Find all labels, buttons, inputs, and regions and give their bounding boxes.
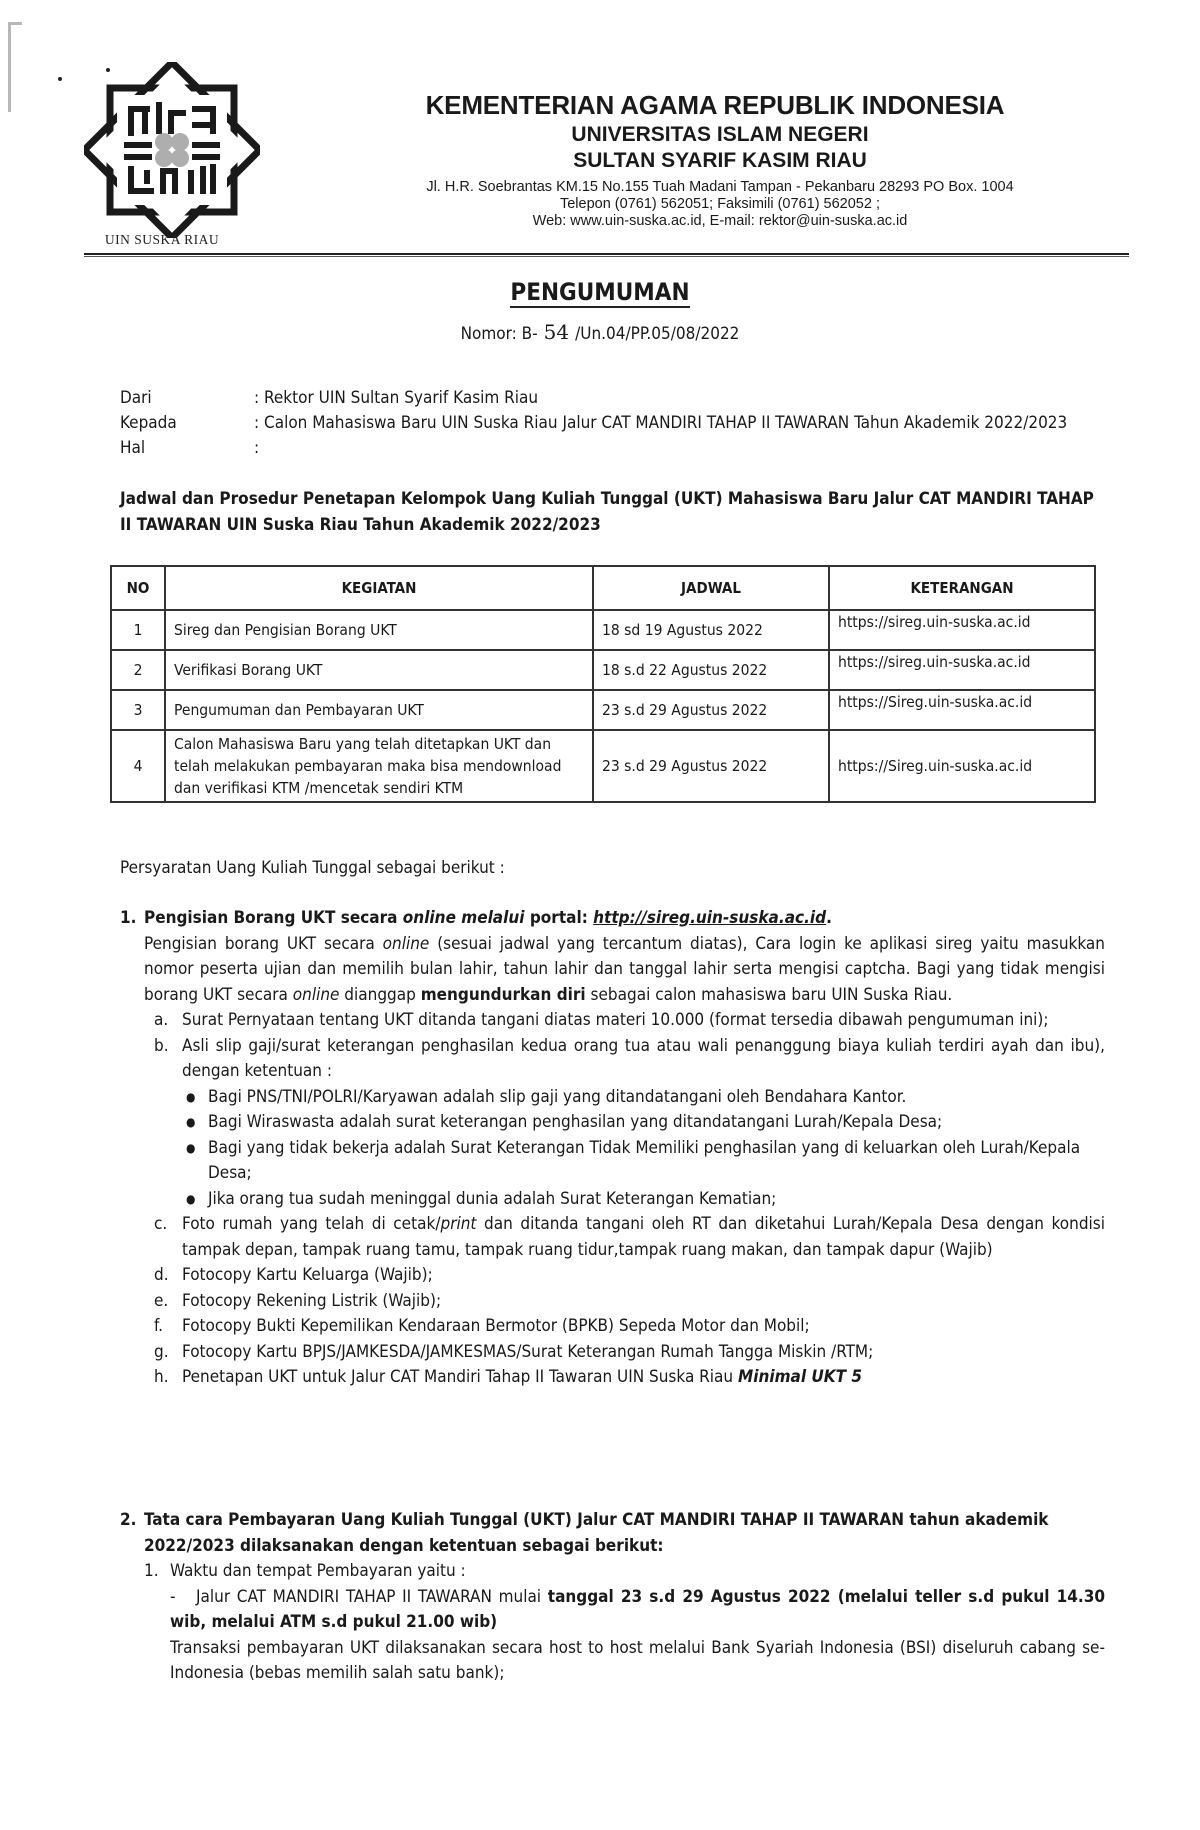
ministry-name: KEMENTERIAN AGAMA REPUBLIK INDONESIA [425,90,1005,120]
col-header-kegiatan: KEGIATAN [165,566,593,610]
uin-suska-logo-icon [84,62,260,238]
handwritten-number: 54 [543,320,570,344]
cell-jadwal: 18 sd 19 Agustus 2022 [593,610,829,650]
letterhead [300,90,1100,230]
cell-keterangan-link[interactable]: https://Sireg.uin-suska.ac.id [829,730,1095,802]
subject-text: Jadwal dan Prosedur Penetapan Kelompok Uang Kuliah Tunggal (UKT) Mahasiswa Baru Jalur CAT MANDIRI TAHAP II TAWARAN UIN Suska Riau Tahun Akademik 2022/2023 [120,489,1094,535]
col-header-jadwal: JADWAL [593,566,829,610]
requirements-intro: Persyaratan Uang Kuliah Tunggal sebagai berikut : [120,858,505,878]
list-item-h: h. Penetapan UKT untuk Jalur CAT Mandiri Tahap II Tawaran UIN Suska Riau Minimal UKT 5 [154,1367,863,1387]
table-row [111,650,1095,690]
address: Jl. H.R. Soebrantas KM.15 No.155 Tuah Madani Tampan - Pekanbaru 28293 PO Box. 1004 [426,179,1014,195]
section-2-heading: 2. Tata cara Pembayaran Uang Kuliah Tunggal (UKT) Jalur CAT MANDIRI TAHAP II TAWARAN tahun akademik 2022/2023 dilaksanakan dengan ketentuan sebagai berikut: [120,1510,1049,1556]
cell-keterangan-link[interactable]: https://sireg.uin-suska.ac.id [829,650,1095,690]
scan-speck [58,77,62,81]
list-item-e: e. Fotocopy Rekening Listrik (Wajib); [154,1290,442,1311]
section-2 [120,1508,1105,1687]
cell-no: 2 [111,650,165,690]
col-header-no: NO [111,566,165,610]
document-number: Nomor: B- 54 /Un.04/PP.05/08/2022 [460,320,740,344]
from-value: : Rektor UIN Sultan Syarif Kasim Riau [254,388,539,408]
from-label: Dari [120,388,152,408]
list-item-c: c. Foto rumah yang telah di cetak/print dan ditanda tangani oleh RT dan diketahui Lurah/Kepala Desa dengan kondisi tampak depan, tampak ruang tamu, tampak ruang tidur,tampak ruang makan, dan tampak dapur (Wajib) [154,1214,1105,1260]
cell-no: 3 [111,690,165,730]
cell-no: 1 [111,610,165,650]
section-1 [120,906,1105,1391]
bullet-icon: ● [186,1140,196,1155]
cell-kegiatan: Pengumuman dan Pembayaran UKT [165,690,593,730]
cell-kegiatan: Verifikasi Borang UKT [165,650,593,690]
web-email: Web: www.uin-suska.ac.id, E-mail: rektor@uin-suska.ac.id [532,213,908,229]
cell-keterangan-link[interactable]: https://Sireg.uin-suska.ac.id [829,690,1095,730]
subject-label: Hal [120,438,146,458]
schedule-table [110,565,1096,803]
to-label: Kepada [120,413,177,433]
list-item-b: b. Asli slip gaji/surat keterangan penghasilan kedua orang tua atau wali penanggung biaya kuliah terdiri ayah dan ibu), dengan ketentuan : [154,1035,1105,1081]
bullet-icon: ● [186,1191,196,1206]
cell-no: 4 [111,730,165,802]
table-row [111,690,1095,730]
logo-caption: UIN SUSKA RIAU [104,232,220,247]
bullet-icon: ● [186,1089,196,1104]
bullet-item: ● Jika orang tua sudah meninggal dunia adalah Surat Keterangan Kematian; [186,1187,1105,1213]
bullet-icon: ● [186,1115,196,1129]
university-name-line2: SULTAN SYARIF KASIM RIAU [573,149,867,172]
cell-keterangan-link[interactable]: https://sireg.uin-suska.ac.id [829,610,1095,650]
to-value: : Calon Mahasiswa Baru UIN Suska Riau Jalur CAT MANDIRI TAHAP II TAWARAN Tahun Akademik 2022/2023 [254,413,1068,433]
bullet-item: ● Bagi PNS/TNI/POLRI/Karyawan adalah slip gaji yang ditandatangani oleh Bendahara Kantor. [186,1085,1105,1111]
cell-jadwal: 23 s.d 29 Agustus 2022 [593,690,829,730]
section-1-paragraph: Pengisian borang UKT secara online (sesuai jadwal yang tercantum diatas), Cara login ke aplikasi sireg yaitu masukkan nomor peserta ujian dan memilih bulan lahir, tahun lahir dan tanggal lahir serta mengisi captcha. Bagi yang tidak mengisi borang UKT secara online dianggap mengundurkan diri sebagai calon mahasiswa baru UIN Suska Riau. [144,933,1105,1005]
subject-colon: : [254,438,260,458]
list-item-f: f. Fotocopy Bukti Kepemilikan Kendaraan Bermotor (BPKB) Sepeda Motor dan Mobil; [154,1316,810,1336]
document-title: PENGUMUMAN [510,278,690,306]
cell-kegiatan: Calon Mahasiswa Baru yang telah ditetapkan UKT dan telah melakukan pembayaran maka bisa mendownload dan verifikasi KTM /mencetak sendiri KTM [165,730,593,802]
payment-transaction-info: Transaksi pembayaran UKT dilaksanakan secara host to host melalui Bank Syariah Indonesia (BSI) diseluruh cabang se-Indonesia (bebas memilih salah satu bank); [170,1637,1105,1683]
cell-jadwal: 18 s.d 22 Agustus 2022 [593,650,829,690]
scan-corner-mark [8,22,11,112]
bullet-item: ● Bagi yang tidak bekerja adalah Surat Keterangan Tidak Memiliki penghasilan yang di keluarkan oleh Lurah/Kepala Desa; [186,1136,1105,1187]
list-item-g: g. Fotocopy Kartu BPJS/JAMKESDA/JAMKESMAS/Surat Keterangan Rumah Tangga Miskin /RTM; [154,1341,874,1362]
col-header-keterangan: KETERANGAN [829,566,1095,610]
letter-metadata [120,386,1100,461]
table-row [111,730,1095,802]
cell-jadwal: 23 s.d 29 Agustus 2022 [593,730,829,802]
cell-kegiatan: Sireg dan Pengisian Borang UKT [165,610,593,650]
payment-schedule: - Jalur CAT MANDIRI TAHAP II TAWARAN mulai tanggal 23 s.d 29 Agustus 2022 (melalui teller s.d pukul 14.30 wib, melalui ATM s.d pukul 21.00 wib) [170,1586,1105,1632]
table-row [111,610,1095,650]
sireg-portal-link[interactable]: http://sireg.uin-suska.ac.id [593,908,827,928]
list-item-d: d. Fotocopy Kartu Keluarga (Wajib); [154,1265,433,1285]
phone-fax: Telepon (0761) 562051; Faksimili (0761) 562052 ; [559,196,880,212]
letterhead-divider [84,253,1129,255]
bullet-item: ● Bagi Wiraswasta adalah surat keterangan penghasilan yang ditandatangani Lurah/Kepala Desa; [186,1110,1105,1136]
letterhead-divider-thin [84,256,1129,257]
section-1-heading: 1. Pengisian Borang UKT secara online melalui portal: http://sireg.uin-suska.ac.id. [120,908,832,928]
payment-time-place: 1. Waktu dan tempat Pembayaran yaitu : [144,1561,466,1581]
list-item-a: a. Surat Pernyataan tentang UKT ditanda tangani diatas materi 10.000 (format tersedia dibawah pengumuman ini); [154,1010,1049,1030]
university-name-line1: UNIVERSITAS ISLAM NEGERI [571,123,869,146]
